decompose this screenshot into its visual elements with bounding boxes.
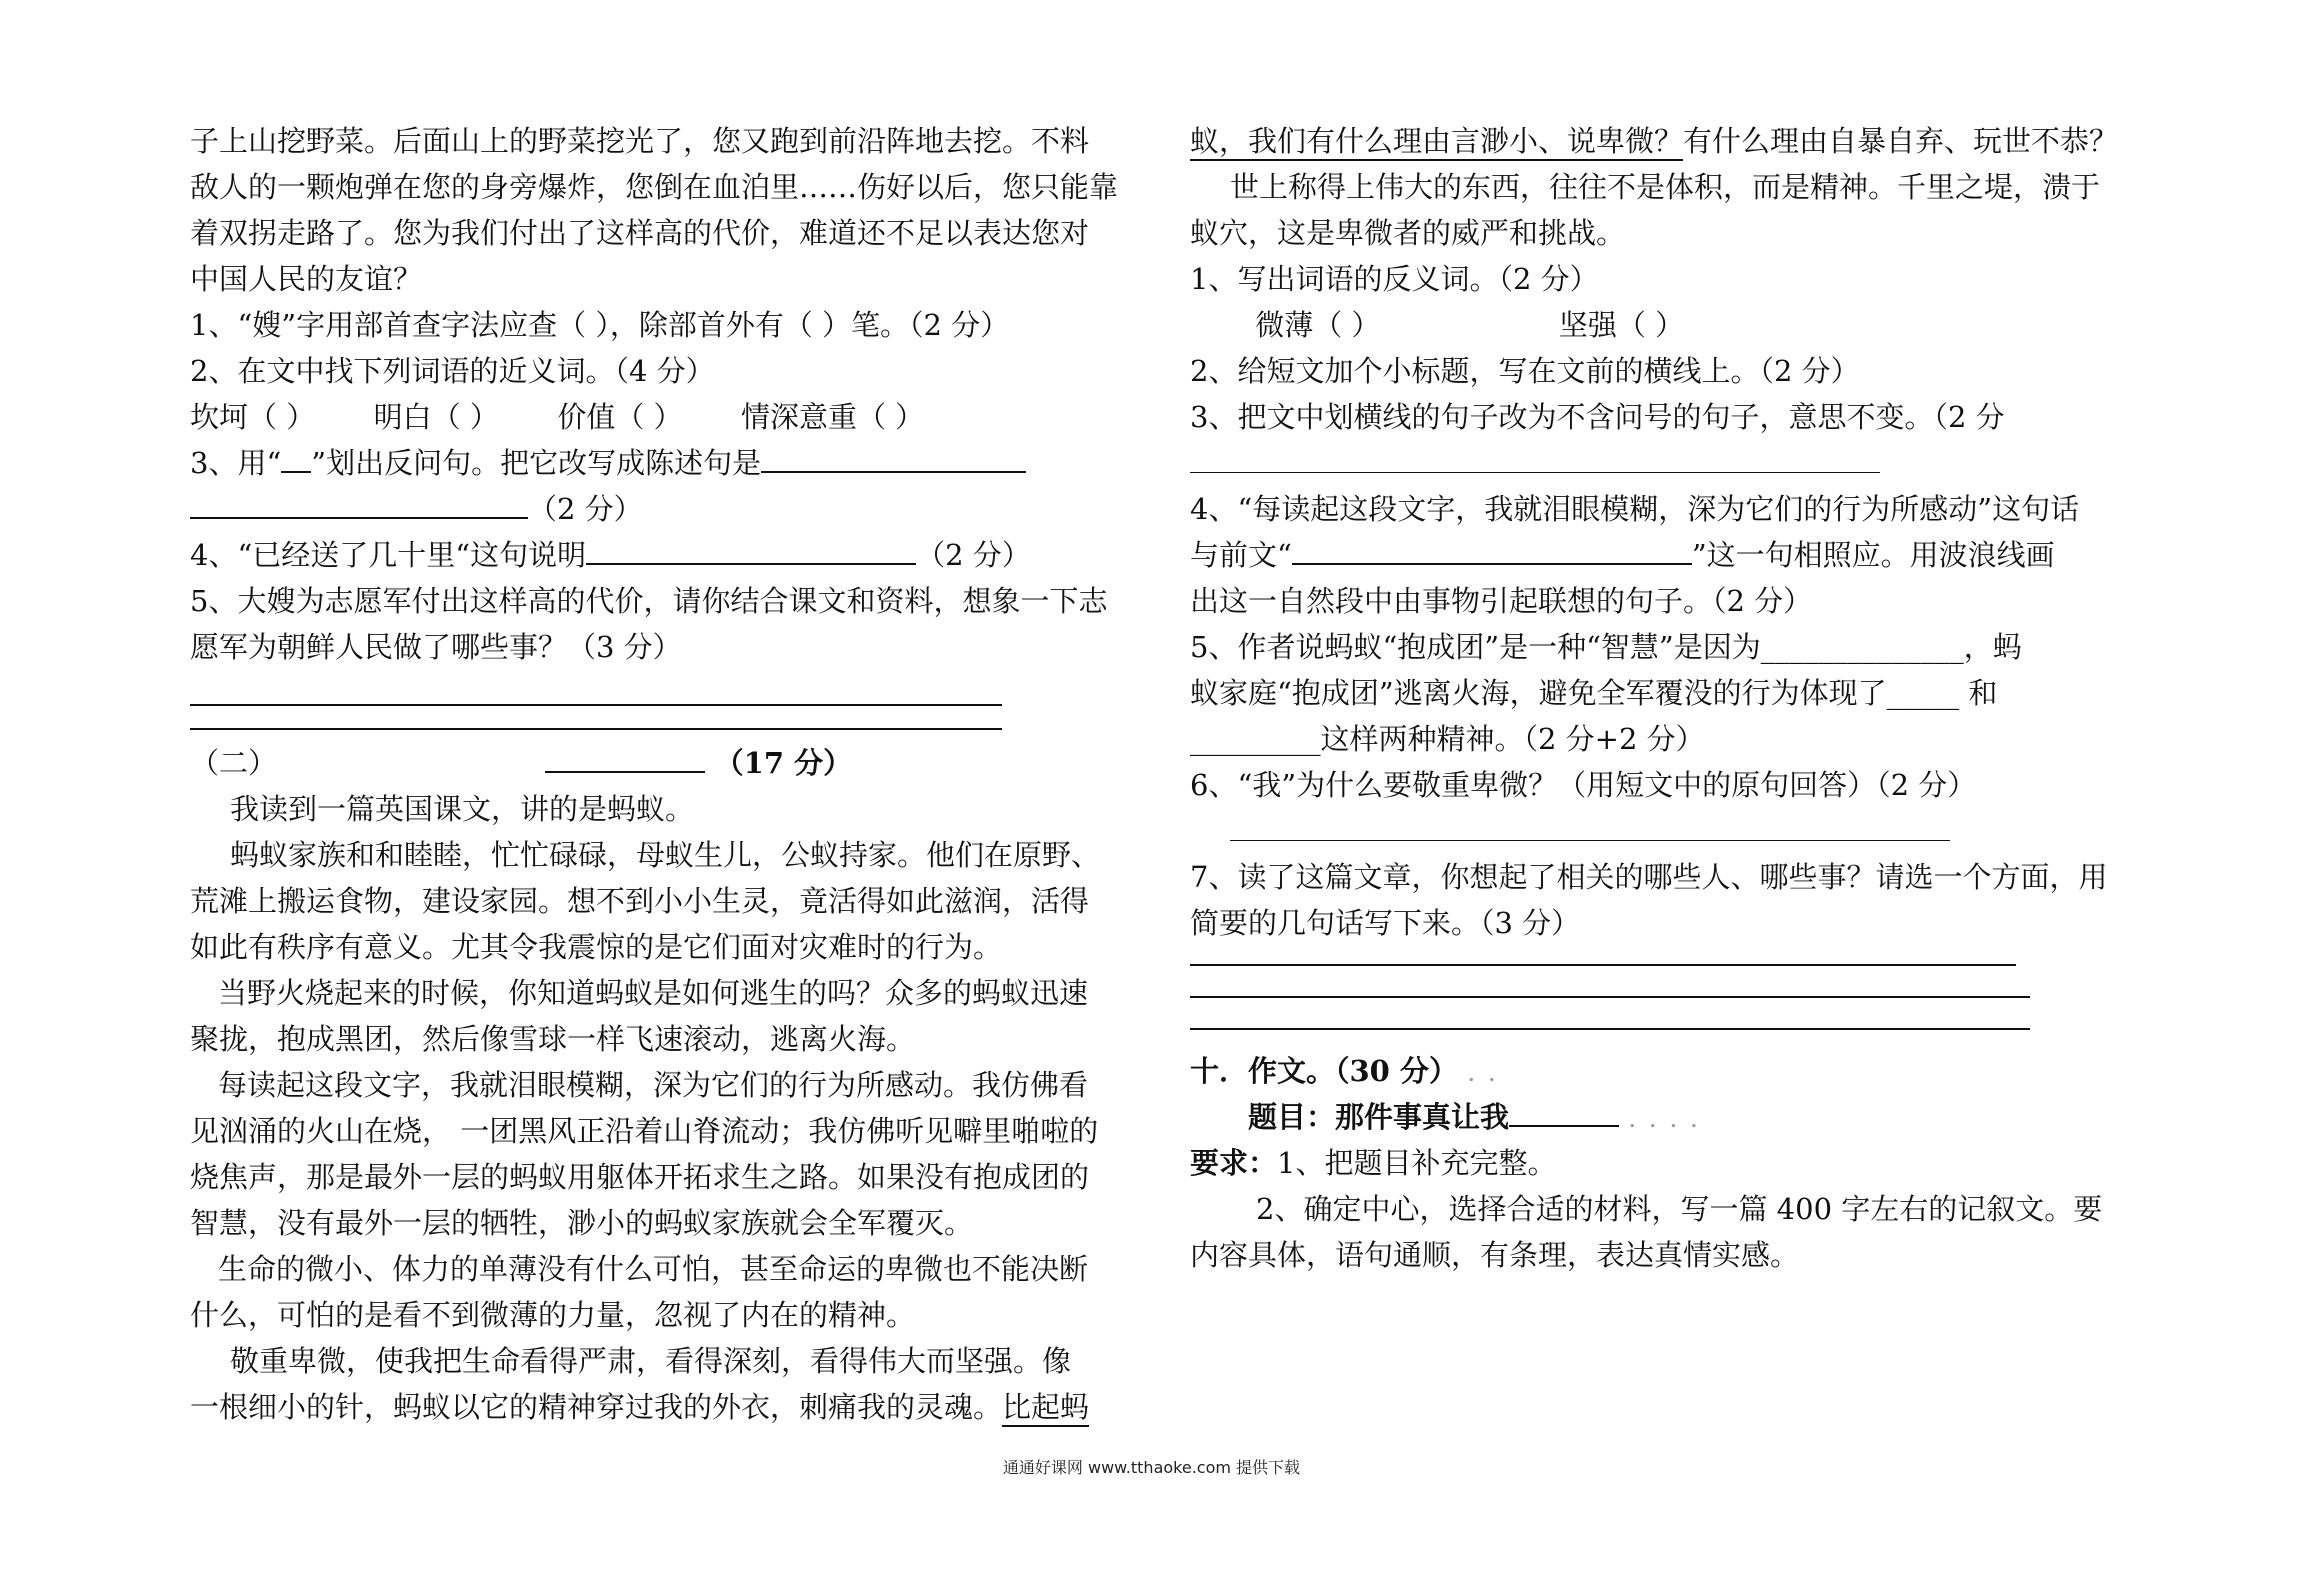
r-question-6: 6、“我”为什么要敬重卑微？（用短文中的原句回答）（2 分） — [1190, 768, 1977, 802]
underlined-sentence: 比起蚂 — [1002, 1390, 1089, 1427]
passage2-line: 我读到一篇英国课文，讲的是蚂蚁。 — [230, 792, 695, 826]
answer-line[interactable] — [1190, 964, 2016, 966]
requirement-1-text: 1、把题目补充完整。 — [1277, 1146, 1557, 1180]
requirement-1 — [1190, 1140, 2110, 1186]
r-question-7: 7、读了这篇文章，你想起了相关的哪些人、哪些事？请选一个方面，用 — [1190, 860, 2108, 894]
passage2-line: 蚁穴，这是卑微者的威严和挑战。 — [1190, 216, 1626, 250]
question-3-cont — [190, 486, 1110, 532]
r-question-1: 1、写出词语的反义词。（2 分） — [1190, 262, 1599, 296]
dot-marks: . . — [1468, 1065, 1499, 1086]
r-question-4-mid — [1190, 532, 2110, 578]
answer-blank[interactable] — [1230, 820, 1950, 841]
question-1: 1、“嫂”字用部首查字法应查（ ），除部首外有（ ）笔。（2 分） — [190, 308, 1010, 342]
underline-sample — [281, 445, 311, 473]
question-5: 愿军为朝鲜人民做了哪些事？（3 分） — [190, 630, 682, 664]
passage2-line: 什么，可怕的是看不到微薄的力量，忽视了内在的精神。 — [190, 1298, 916, 1332]
r-question-3-answer — [1190, 440, 2110, 486]
r-question-5: _________这样两种精神。（2 分+2 分） — [1190, 722, 1705, 756]
question-2-words — [190, 394, 1110, 440]
passage2-line: 见汹涌的火山在烧， 一团黑风正沿着山脊流动；我仿佛听见噼里啪啦的 — [190, 1114, 1099, 1148]
essay-title-text: 题目：那件事真让我 — [1248, 1100, 1510, 1134]
passage2-line: 当野火烧起来的时候，你知道蚂蚁是如何逃生的吗？众多的蚂蚁迅速 — [218, 976, 1089, 1010]
q3-prefix: 3、用“ — [190, 446, 282, 480]
r-question-7: 简要的几句话写下来。（3 分） — [1190, 906, 1581, 940]
requirement-2-text: 2、确定中心，选择合适的材料，写一篇 400 字左右的记叙文。要 — [1256, 1192, 2103, 1226]
passage2-line — [190, 1384, 1110, 1430]
answer-blank[interactable] — [1190, 450, 1880, 473]
passage1-line: 着双拐走路了。您为我们付出了这样高的代价，难道还不足以表达您对 — [190, 216, 1090, 250]
answer-line[interactable] — [190, 704, 1002, 706]
question-4 — [190, 532, 1110, 578]
footer-source[interactable]: 通通好课网 www.tthaoke.com 提供下载 — [1002, 1458, 1301, 1477]
answer-blank[interactable] — [190, 491, 528, 519]
passage2-line: 如此有秩序有意义。尤其令我震惊的是它们面对灾难时的行为。 — [190, 930, 1003, 964]
essay-heading-text: 十．作文。（30 分） — [1190, 1054, 1458, 1088]
passage2-line: 蚂蚁家族和和睦睦，忙忙碌碌，母蚁生儿，公蚁持家。他们在原野、 — [230, 838, 1101, 872]
passage2-line: 智慧，没有最外一层的牺牲，渺小的蚂蚁家族就会全军覆灭。 — [190, 1206, 974, 1240]
passage2-line: 聚拢，抱成黑团，然后像雪球一样飞速滚动，逃离火海。 — [190, 1022, 916, 1056]
passage2-line: 世上称得上伟大的东西，往往不是体积，而是精神。千里之堤，溃于 — [1230, 170, 2101, 204]
q3-suffix: ”划出反问句。把它改写成陈述句是 — [311, 446, 762, 480]
essay-title-blank[interactable] — [1509, 1101, 1619, 1127]
question-5: 5、大嫂为志愿军付出这样高的代价，请你结合课文和资料，想象一下志 — [190, 584, 1108, 618]
word-kanke: 坎坷（ ） — [190, 400, 316, 434]
passage1-line: 中国人民的友谊？ — [190, 262, 423, 296]
r-question-5: 蚁家庭“抱成团”逃离火海，避免全军覆没的行为体现了_____ 和 — [1190, 676, 1998, 710]
section-2-score: （17 分） — [714, 746, 853, 780]
word-qingshen: 情深意重（ ） — [740, 400, 925, 434]
r-question-1-words — [1190, 302, 2110, 348]
q4-mid-suffix: ”这一句相照应。用波浪线画 — [1691, 538, 2055, 572]
requirement-2 — [1190, 1186, 2110, 1232]
requirement-label: 要求： — [1190, 1146, 1278, 1180]
continuation-text: 有什么理由自暴自弃、玩世不恭？ — [1683, 124, 2119, 158]
answer-line[interactable] — [1190, 1028, 2030, 1030]
answer-blank[interactable] — [1292, 537, 1692, 565]
r-question-5: 5、作者说蚂蚁“抱成团”是一种“智慧”是因为______________，蚂 — [1190, 630, 2022, 664]
title-blank[interactable] — [545, 749, 705, 773]
essay-heading — [1190, 1048, 2110, 1094]
essay-title — [1190, 1094, 2110, 1140]
q4-mid-prefix: 与前文“ — [1190, 538, 1292, 572]
passage2-line: 烧焦声，那是最外一层的蚂蚁用躯体开拓求生之路。如果没有抱成团的 — [190, 1160, 1090, 1194]
r-question-3: 3、把文中划横线的句子改为不含问号的句子，意思不变。（2 分 — [1190, 400, 2005, 434]
r-question-6-answer — [1190, 808, 2110, 854]
passage2-last-text: 一根细小的针，蚂蚁以它的精神穿过我的外衣，刺痛我的灵魂。 — [190, 1390, 1003, 1424]
requirement-3: 内容具体，语句通顺，有条理，表达真情实感。 — [1190, 1238, 1800, 1272]
answer-line[interactable] — [190, 728, 1002, 730]
passage2-line: 荒滩上搬运食物，建设家园。想不到小小生灵，竟活得如此滋润，活得 — [190, 884, 1090, 918]
answer-blank[interactable] — [586, 537, 916, 565]
section-2-header — [190, 740, 1110, 786]
question-3 — [190, 440, 1110, 486]
word-jiazhi: 价值（ ） — [557, 400, 683, 434]
word-jianqiang: 坚强（ ） — [1558, 308, 1685, 342]
passage2-line: 生命的微小、体力的单薄没有什么可怕，甚至命运的卑微也不能决断 — [218, 1252, 1089, 1286]
left-column — [190, 118, 1119, 1430]
passage2-line: 每读起这段文字，我就泪眼模糊，深为它们的行为所感动。我仿佛看 — [218, 1068, 1089, 1102]
passage2-line: 敬重卑微，使我把生命看得严肃，看得深刻，看得伟大而坚强。像 — [230, 1344, 1072, 1378]
underlined-sentence: 蚁，我们有什么理由言渺小、说卑微？ — [1190, 124, 1683, 161]
r-question-4: 4、“每读起这段文字，我就泪眼模糊，深为它们的行为所感动”这句话 — [1190, 492, 2080, 526]
question-2: 2、在文中找下列词语的近义词。（4 分） — [190, 354, 715, 388]
section-2-label: （二） — [190, 746, 278, 780]
word-weibo: 微薄（ ） — [1255, 308, 1381, 342]
q4-prefix: 4、“已经送了几十里“这句说明 — [190, 538, 587, 572]
r-question-4: 出这一自然段中由事物引起联想的句子。（2 分） — [1190, 584, 1813, 618]
q4-score: （2 分） — [916, 538, 1031, 572]
right-column — [1190, 118, 2119, 1278]
passage1-line: 子上山挖野菜。后面山上的野菜挖光了，您又跑到前沿阵地去挖。不料 — [190, 124, 1090, 158]
answer-blank[interactable] — [761, 445, 1026, 473]
r-question-2: 2、给短文加个小标题，写在文前的横线上。（2 分） — [1190, 354, 1860, 388]
dot-marks: . . . . — [1629, 1111, 1701, 1132]
passage1-line: 敌人的一颗炮弹在您的身旁爆炸，您倒在血泊里……伤好以后，您只能靠 — [190, 170, 1119, 204]
word-mingbai: 明白（ ） — [373, 400, 499, 434]
passage2-continuation — [1190, 118, 2119, 164]
answer-line[interactable] — [1190, 996, 2030, 998]
q3-score: （2 分） — [528, 492, 643, 526]
